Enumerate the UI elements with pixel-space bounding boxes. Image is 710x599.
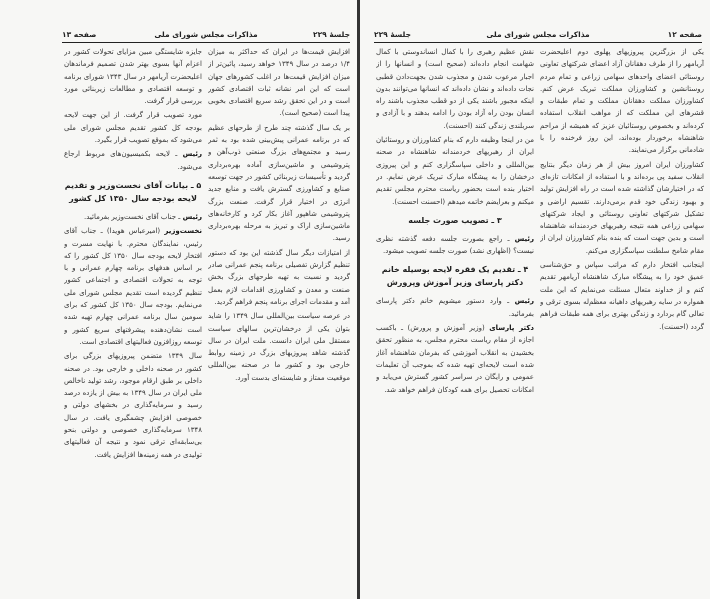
paragraph-text: ـ لایحه بکمیسیون‌های مربوط ارجاع می‌شود. xyxy=(64,150,202,171)
paragraph-text: من در اینجا وظیفه دارم که بنام کشاورزان و روستائیان ایران از رهبریهای خردمندانه شاهنشاه در صحنه بین‌المللی و داخلی سپاسگزاری کنم و این پیروزی درخشان را به پیشگاه مبارک تبریک عرض نمایم. در اختیار بنده است بحضور ریاست محترم مجلس تقدیم میکنم و بعرایضم خاتمه میدهم (احسنت احسنت). xyxy=(376,136,534,206)
header-title: مذاکرات مجلس شورای ملی xyxy=(154,30,258,39)
paragraph xyxy=(208,46,350,120)
section-heading xyxy=(64,179,202,205)
session-number: جلسهٔ ۲۲۹ xyxy=(313,30,350,39)
paragraph xyxy=(64,350,202,461)
paragraph-text: (امیرعباس هویدا) ـ جناب آقای رئیس، نمایندگان محترم. با نهایت مسرت و افتخار لایحه بودجه سال ۱۳۵۰ کل کشور را که بر اساس هدفهای برنامه چهارم عمرانی و با توجه به تحولات اقتصادی و اجتماعی کشور تنظیم گردیده است تقدیم مجلس شورای ملی می‌نمایم. بودجه سال ۱۳۵۰ کل کشور که برای سومین سال برنامه عمرانی چهارم تهیه شده است نشان‌دهنده پیشرفتهای سریع کشور و توسعه روزافزون فعالیتهای اقتصادی است. xyxy=(64,227,202,346)
paragraph-text: ۴ ـ تقدیم یک فقره لایحه بوسیله خانم دکتر پارسای وزیر آموزش وپرورش xyxy=(381,265,529,288)
paragraph xyxy=(208,310,350,384)
paragraph-text: نقش عظیم رهبری را با کمال انساندوستی با کمال شهامت انجام داده‌اند (صحیح است) و انسانها را از اجبار مرعوب شدن و مجذوب شدن بجهت‌دادن قطبی نجات داده‌اند و نشان داده‌اند که انسانها می‌توانند بدون اینکه مجبور باشند یکی از دو قطب مجذوب باشند راه انسان بودن راه آزاد بودن را ادامه بدهند و با آزادی و سربلندی زندگی کنند (احسنت). xyxy=(376,48,534,130)
right-page xyxy=(357,0,710,599)
section-heading xyxy=(376,214,534,227)
page-header xyxy=(62,30,350,43)
paragraph-text: ـ وارد دستور میشویم خانم دکتر پارسای بفرمائید. xyxy=(376,297,534,318)
paragraph-text: یکی از بزرگترین پیروزیهای پهلوی دوم اعلیحضرت آریامهر را از طرف دهقانان آزاد اعضای شرکتهای تعاونی روستائی اعضای واحدهای سهامی زراعی و تمام مردم روستانشین و کشاورزان مملکت تبریک عرض کنم. کشاورزان مملکت دهقانان مملکت و تمام طبقات و قشرهای این مملکت که از مواهب انقلاب استفاده کرده‌اند و بخصوص روستائیان عزیز که همیشه از مراحم شاهنشاه برخوردار بوده‌اند، این روز فرخنده را با شادمانی برگزار می‌نمایند. xyxy=(540,48,704,155)
speaker-name: رئیس xyxy=(182,212,202,221)
section-heading xyxy=(376,263,534,289)
paragraph xyxy=(376,295,534,320)
text-column xyxy=(64,46,202,591)
speaker-name: رئیس xyxy=(514,234,534,243)
paragraph-text: اینجانب افتخار دارم که مراتب سپاس و حق‌شناسی عمیق خود را به پیشگاه مبارک شاهنشاه آریامهر تقدیم کنم و از خداوند متعال مسئلت می‌نمایم که این ملت همواره در سایه رهبریهای داهیانه معظم‌له بسوی ترقی و تعالی گام بردارد و زندگی بهتری برای همه طبقات فراهم گردد (احسنت). xyxy=(540,261,704,331)
header-title: مذاکرات مجلس شورای ملی xyxy=(486,30,590,39)
paragraph-text: کشاورزان ایران امروز بیش از هر زمان دیگر بنتایج انقلاب سفید پی برده‌اند و با استفاده از امکانات تازه‌ای که در اختیارشان گذاشته شده است در راه افزایش تولید و بهبود زندگی خود قدم برمی‌دارند. تقسیم اراضی و تشکیل شرکتهای تعاونی روستائی و ایجاد شرکتهای سهامی زراعی همه نتیجه رهبریهای خردمندانه شاهنشاه است و بدین جهت است که بنده بنام کشاورزان ایران از مقام شامخ سلطنت سپاسگزاری می‌کنم. xyxy=(540,160,704,255)
paragraph xyxy=(64,225,202,348)
paragraph-text: جایزه شایستگی مبین مزایای تحولات کشور در اعزام آنها بسوی بهتر شدن تصمیم فرماندهان اعلیحضرت آریامهر در سال ۱۳۴۳ شورای برنامه و توسعه اقتصادی و مطالعات زیربنائی مورد بررسی قرار گرفت. xyxy=(64,48,202,106)
paragraph-text: سال ۱۳۴۹ متضمن پیروزیهای بزرگی برای کشور در صحنه داخلی و خارجی بود. در صحنه داخلی بر طبق ارقام موجود، رشد تولید ناخالص ملی ایران در سال ۱۳۴۹ به بیش از یازده درصد رسید و سرمایه‌گذاری در بخشهای دولتی و خصوصی افزایش چشمگیری یافت. در سال ۱۳۴۸ سرمایه‌گذاری خصوصی و دولتی بنحو بی‌سابقه‌ای ترقی نمود و نتیجه آن فعالیتهای تولیدی در همه زمینه‌ها افزایش یافت. xyxy=(64,352,202,459)
page-header xyxy=(374,30,702,43)
paragraph-text: افزایش قیمت‌ها در ایران که حداکثر به میزان ۱/۴ درصد در سال ۱۳۴۹ خواهد رسید، پائین‌تر از میزان افزایش قیمت‌ها در اغلب کشورهای جهان است که این امر نشانه ثبات اقتصادی کشور است و در این تحقق رشد سریع اقتصادی بخوبی پیدا است (صحیح است). xyxy=(208,48,350,118)
speaker-name: رئیس xyxy=(182,150,202,159)
text-column xyxy=(208,46,350,591)
paragraph xyxy=(540,159,704,257)
paragraph xyxy=(64,211,202,223)
paragraph xyxy=(64,148,202,173)
session-number: جلسهٔ ۲۲۹ xyxy=(374,30,411,39)
paragraph xyxy=(64,46,202,107)
paragraph-text: در عرصه سیاست بین‌المللی سال ۱۳۴۹ را شاید بتوان یکی از درخشان‌ترین سالهای سیاست مستقل ملی ایران دانست. ملت ایران در سال گذشته شاهد پیروزیهای بزرگ در زمینه روابط خارجی بود و کشور ما در صحنه بین‌المللی موقعیت ممتاز و شایسته‌ای بدست آورد. xyxy=(208,312,350,382)
paragraph-text: مورد تصویب قرار گرفت. از این جهت لایحه بودجه کل کشور تقدیم مجلس شورای ملی می‌شود که بموقع تصویب قرار بگیرد. xyxy=(64,111,202,145)
text-column xyxy=(540,46,704,591)
paragraph-text: از امتیازات دیگر سال گذشته این بود که دستور تنظیم گزارش تفصیلی برنامه پنجم عمرانی صادر گردید و نسبت به تهیه طرحهای بزرگ بخش صنعت و معدن و کشاورزی اقدامات لازم بعمل آمد و مقدمات اجرای برنامه پنجم فراهم گردید. xyxy=(208,248,350,306)
paragraph-text: ۳ ـ تصویب صورت جلسه xyxy=(408,215,502,225)
paragraph xyxy=(64,109,202,146)
paragraph xyxy=(376,233,534,258)
paragraph xyxy=(376,134,534,208)
paragraph xyxy=(376,46,534,132)
paragraph xyxy=(376,322,534,396)
paragraph-text: (وزیر آموزش و پرورش) ـ باکسب اجازه از مقام ریاست محترم مجلس، به منظور تحقق بخشیدن به انقلاب آموزشی که بفرمان شاهنشاه آغاز شده است لایحه‌ای تهیه شده که بموجب آن تعلیمات عمومی و رایگان در سراسر کشور گسترش می‌یابد و امکانات تحصیل برای همه کودکان فراهم خواهد شد. xyxy=(376,324,534,394)
paragraph-text: ـ جناب آقای نخست‌وزیر بفرمائید. xyxy=(83,212,183,221)
paragraph-text: بر یک سال گذشته چند طرح از طرحهای عظیم که در برنامه عمرانی پیش‌بینی شده بود به ثمر رسید و مجتمع‌های بزرگ صنعتی ذوب‌آهن و پتروشیمی و ماشین‌سازی آماده بهره‌برداری گردید و تأسیسات زیربنائی کشور در جهت توسعه صنایع و کشاورزی گسترش یافت و منابع جدید انرژی در اختیار قرار گرفت. صنعت بزرگ پتروشیمی شاهپور آغاز بکار کرد و کارخانه‌های ماشین‌سازی اراک و تبریز به مرحله بهره‌برداری رسید. xyxy=(208,123,350,243)
text-column xyxy=(376,46,534,591)
paragraph-text: ـ راجع بصورت جلسه دفعه گذشته نظری نیست؟ (اظهاری نشد) صورت جلسه تصویب میشود. xyxy=(376,234,534,256)
page-number: صفحه ۱۲ xyxy=(667,30,702,39)
paragraph xyxy=(540,259,704,333)
speaker-name: نخست‌وزیر xyxy=(164,227,202,236)
speaker-name: دکتر پارسای xyxy=(489,324,534,333)
speaker-name: رئیس xyxy=(514,297,534,306)
paragraph-text: ۵ ـ بیانات آقای نخست‌وزیر و تقدیم لایحه بودجه سال ۱۳۵۰ کل کشور xyxy=(64,180,202,203)
paragraph xyxy=(208,247,350,308)
page-number: صفحه ۱۳ xyxy=(62,30,97,39)
paragraph xyxy=(540,46,704,157)
paragraph xyxy=(208,122,350,245)
